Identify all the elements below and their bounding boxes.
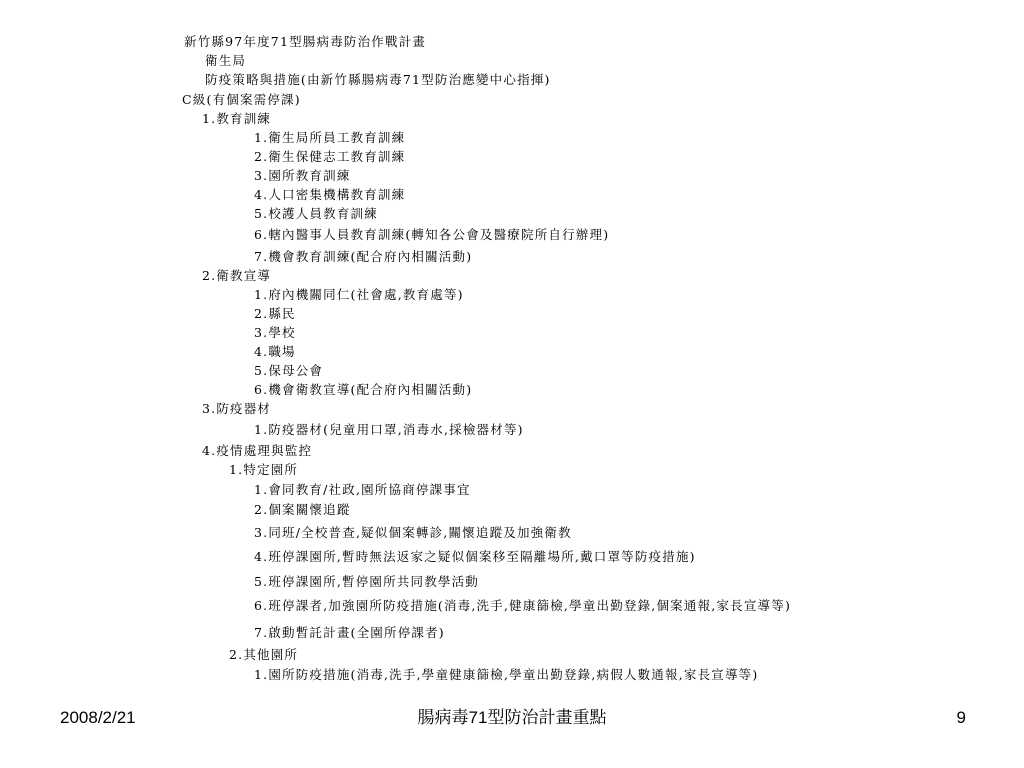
outline-line: 2.個案關懷追蹤 xyxy=(254,502,351,517)
outline-line: 7.機會教育訓練(配合府內相關活動) xyxy=(254,249,473,264)
outline-line: 2.衛教宣導 xyxy=(202,268,272,283)
outline-line: 1.衛生局所員工教育訓練 xyxy=(254,130,406,145)
footer-date: 2008/2/21 xyxy=(60,708,136,727)
outline-line: 2.衛生保健志工教育訓練 xyxy=(254,149,406,164)
outline-line: 2.其他園所 xyxy=(229,647,299,662)
outline-line: 6.機會衛教宣導(配合府內相關活動) xyxy=(254,382,473,397)
outline-line: 3.同班/全校普查,疑似個案轉診,關懷追蹤及加強衛教 xyxy=(254,525,572,540)
outline-line: 5.班停課園所,暫停園所共同教學活動 xyxy=(254,574,480,589)
outline-line: 1.園所防疫措施(消毒,洗手,學童健康篩檢,學童出勤登錄,病假人數通報,家長宣導等) xyxy=(254,667,759,682)
footer-page-number: 9 xyxy=(956,708,966,727)
outline-line: 1.特定園所 xyxy=(229,462,299,477)
outline-line: 5.校護人員教育訓練 xyxy=(254,206,378,221)
outline-line: 4.疫情處理與監控 xyxy=(202,443,313,458)
outline-line: 4.人口密集機構教育訓練 xyxy=(254,187,406,202)
outline-line: 衛生局 xyxy=(205,53,247,68)
outline-line: 6.班停課者,加強園所防疫措施(消毒,洗手,健康篩檢,學童出勤登錄,個案通報,家長宣導等) xyxy=(254,598,792,613)
outline-line: 3.園所教育訓練 xyxy=(254,168,351,183)
outline-line: C級(有個案需停課) xyxy=(182,92,301,107)
outline-line: 3.防疫器材 xyxy=(202,401,272,416)
outline-line: 1.防疫器材(兒童用口罩,消毒水,採檢器材等) xyxy=(254,422,524,437)
outline-line: 6.轄內醫事人員教育訓練(轉知各公會及醫療院所自行辦理) xyxy=(254,227,610,242)
outline-line: 4.職場 xyxy=(254,344,296,359)
document-title: 新竹縣97年度71型腸病毒防治作戰計畫 xyxy=(184,34,427,49)
outline-line: 1.教育訓練 xyxy=(202,111,272,126)
outline-line: 3.學校 xyxy=(254,325,296,340)
outline-line: 1.會同教育/社政,園所協商停課事宜 xyxy=(254,482,471,497)
outline-line: 1.府內機關同仁(社會處,教育處等) xyxy=(254,287,464,302)
outline-line: 2.縣民 xyxy=(254,306,296,321)
outline-line: 防疫策略與措施(由新竹縣腸病毒71型防治應變中心指揮) xyxy=(205,72,551,87)
outline-line: 5.保母公會 xyxy=(254,363,324,378)
footer-title: 腸病毒71型防治計畫重點 xyxy=(417,708,607,727)
outline-line: 4.班停課園所,暫時無法返家之疑似個案移至隔離場所,戴口罩等防疫措施) xyxy=(254,549,696,564)
outline-line: 7.啟動暫託計畫(全園所停課者) xyxy=(254,625,445,640)
